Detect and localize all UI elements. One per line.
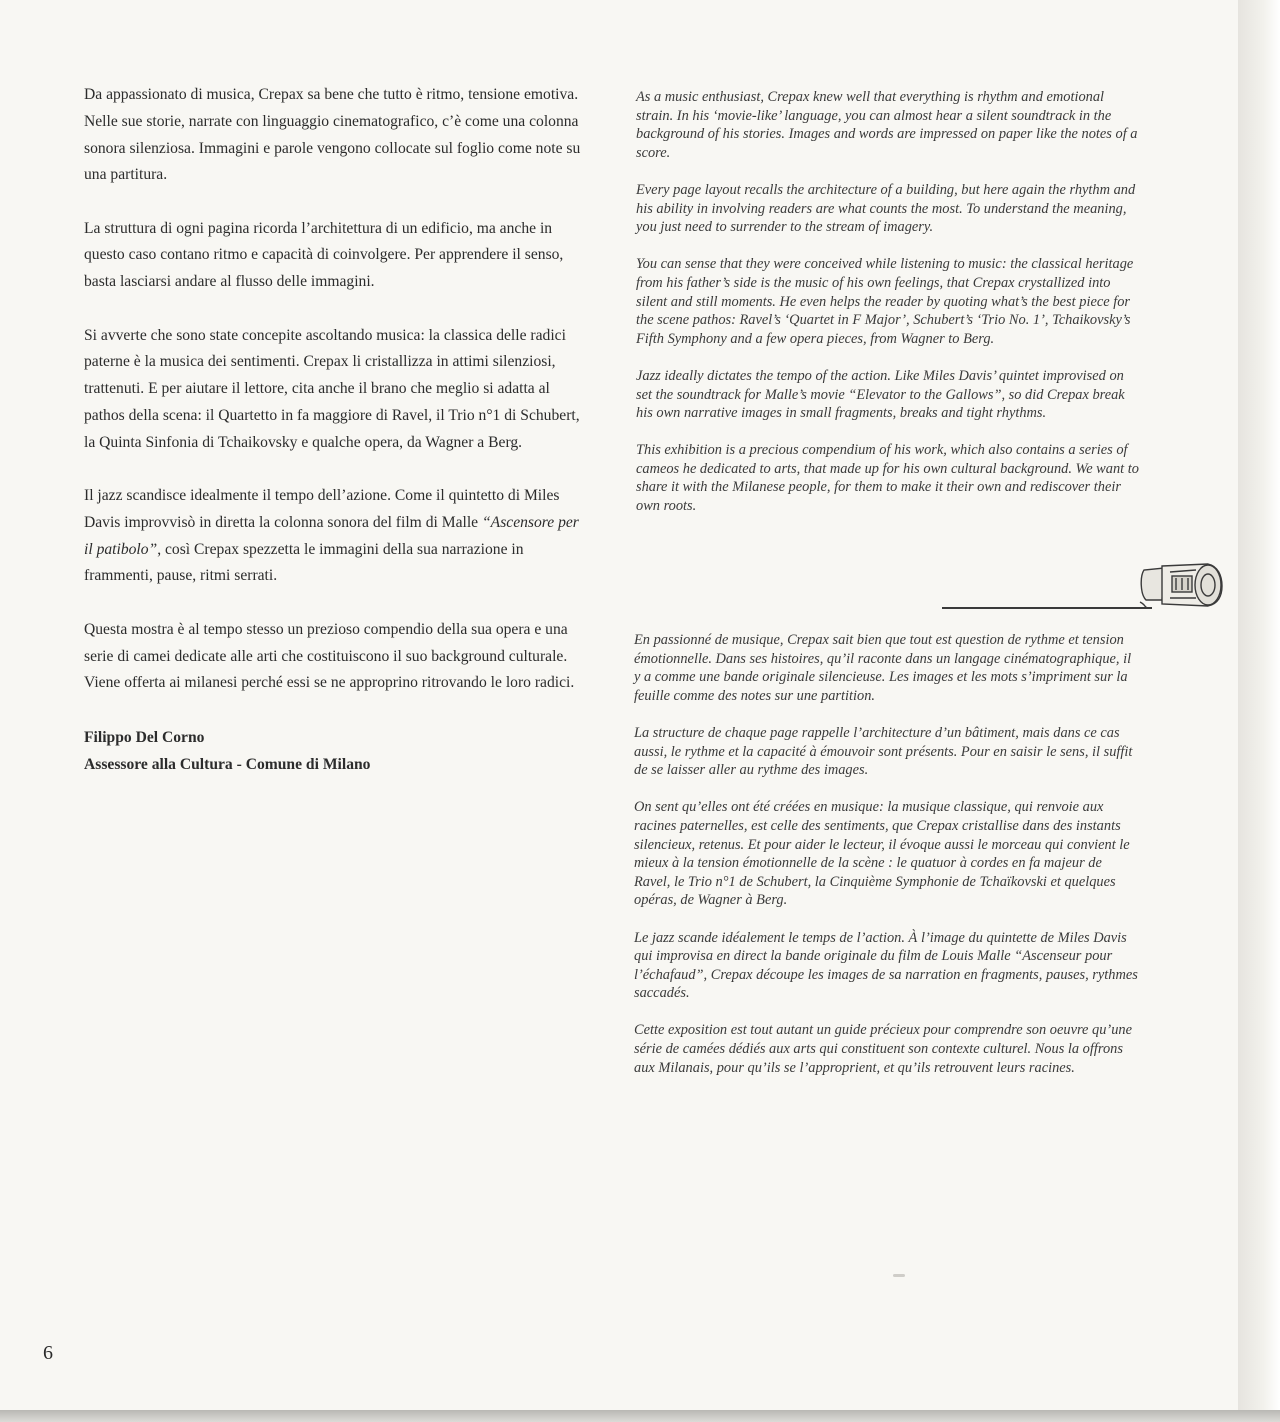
english-paragraph-4: Jazz ideally dictates the tempo of the action. Like Miles Davis’ quintet improvised on set the soundtrack for Malle’s movie “Elevator to the Gallows”, so did Crepax break his own narrative images in small fragments, breaks and tight rhythms. (636, 367, 1125, 422)
english-column (636, 88, 1141, 534)
page-number: 6 (43, 1342, 53, 1364)
signature-name: Filippo Del Corno (84, 728, 205, 746)
page-edge (1238, 0, 1280, 1422)
french-paragraph-5: Cette exposition est tout autant un guide précieux pour comprendre son oeuvre qu’une série de camées dédiés aux arts qui constituent son contexte culturel. Nous la offrons aux Milanais, pour qu’ils se l’approprient, et qu’ils retrouvent leurs racines. (634, 1022, 1132, 1076)
signature (84, 724, 584, 778)
italian-paragraph-3: Si avverte che sono state concepite ascoltando musica: la classica delle radici paterne è la musica dei sentimenti. Crepax li cristallizza in attimi silenziosi, trattenuti. E per aiutare il lettore, cita anche il brano che meglio si adatta al pathos della scena: il Quartetto in fa maggiore di Ravel, il Trio n°1 di Schubert, la Quinta Sinfonia di Tchaikovsky e qualche opera, da Wagner a Berg. (84, 326, 580, 451)
italian-paragraph-5: Questa mostra è al tempo stesso un prezioso compendio della sua opera e una serie di camei dedicate alle arti che costituiscono il suo background culturale. Viene offerta ai milanesi perché essi se ne approprino ritrovando le loro radici. (84, 620, 575, 692)
english-paragraph-2: Every page layout recalls the architecture of a building, but here again the rhythm and his ability in involving readers are what counts the most. To understand the meaning, you just need to surrender to the stream of imagery. (636, 181, 1136, 236)
english-paragraph-1: As a music enthusiast, Crepax knew well that everything is rhythm and emotional strain. In his ‘movie-like’ language, you can almost hear a silent soundtrack in the background of his stories. Images and words are impressed on paper like the notes of a score. (636, 89, 1138, 161)
italian-paragraph-4 (84, 483, 584, 590)
french-paragraph-4: Le jazz scande idéalement le temps de l’action. À l’image du quintette de Miles Davis qui improvisa en direct la bande originale du film de Louis Malle “Ascenseur pour l’échafaud”, Crepax découpe les images de sa narration en fragments, pauses, rythmes saccadés. (634, 929, 1138, 1002)
film-canister-icon (1138, 556, 1228, 617)
french-paragraph-3: On sent qu’elles ont été créées en musique: la musique classique, qui renvoie aux racines paternelles, est celle des sentiments, que Crepax cristallise dans des instants silencieux, retenus. Et pour aider le lecteur, il évoque aussi le morceau qui convient le mieux à la tension émotionnelle de la scène : le quatuor à cordes en fa majeur de Ravel, le Trio n°1 de Schubert, la Cinquième Symphonie de Tchaïkovski et quelques opéras, de Wagner à Berg. (634, 799, 1130, 909)
italian-column (84, 82, 584, 778)
film-title: “Ascensore per il patibolo” (84, 513, 579, 558)
english-paragraph-3: You can sense that they were conceived while listening to music: the classical heritage from his father’s side is the music of his own feelings, that Crepax crystallized into silent and still moments. He even helps the reader by quoting what’s the best piece for the scene pathos: Ravel’s ‘Quartet in F Major’, Schubert’s ‘Trio No. 1’, Tchaikovsky’s Fifth Symphony and a few opera pieces, from Wagner to Berg. (636, 256, 1134, 347)
divider-line (942, 607, 1152, 609)
french-paragraph-2: La structure de chaque page rappelle l’architecture d’un bâtiment, mais dans ce cas aussi, le rythme et la capacité à émouvoir sont présents. Pour en saisir le sens, il suffit de se laisser aller au rythme des images. (634, 724, 1133, 779)
jazz-text-after: , così Crepax spezzetta le immagini della sua narrazione in frammenti, pause, ritmi serrati. (84, 540, 524, 585)
english-paragraph-5: This exhibition is a precious compendium of his work, which also contains a series of cameos he dedicated to arts, that made up for his own cultural background. We want to share it with the Milanese people, for them to make it their own and rediscover their own roots. (636, 442, 1139, 515)
print-speck (893, 1274, 905, 1277)
signature-role: Assessore alla Cultura - Comune di Milano (84, 755, 371, 773)
italian-paragraph-1: Da appassionato di musica, Crepax sa bene che tutto è ritmo, tensione emotiva. Nelle sue storie, narrate con linguaggio cinematografico, c’è come una colonna sonora silenziosa. Immagini e parole vengono collocate sul foglio come note su una partitura. (84, 86, 581, 184)
jazz-text-before: Il jazz scandisce idealmente il tempo dell’azione. Come il quintetto di Miles Davis improvvisò in diretta la colonna sonora del film di Malle (84, 487, 560, 531)
italian-paragraph-2: La struttura di ogni pagina ricorda l’architettura di un edificio, ma anche in questo caso contano ritmo e capacità di coinvolgere. Per apprendere il senso, basta lasciarsi andare al flusso delle immagini. (84, 219, 564, 291)
french-paragraph-1: En passionné de musique, Crepax sait bien que tout est question de rythme et tension émotionnelle. Dans ses histoires, qu’il raconte dans un langage cinématographique, il y a comme une bande originale silencieuse. Les images et les mots s’impriment sur la feuille comme des notes sur une partition. (634, 632, 1132, 704)
french-column (634, 631, 1139, 1096)
page-bottom-edge (0, 1410, 1280, 1422)
